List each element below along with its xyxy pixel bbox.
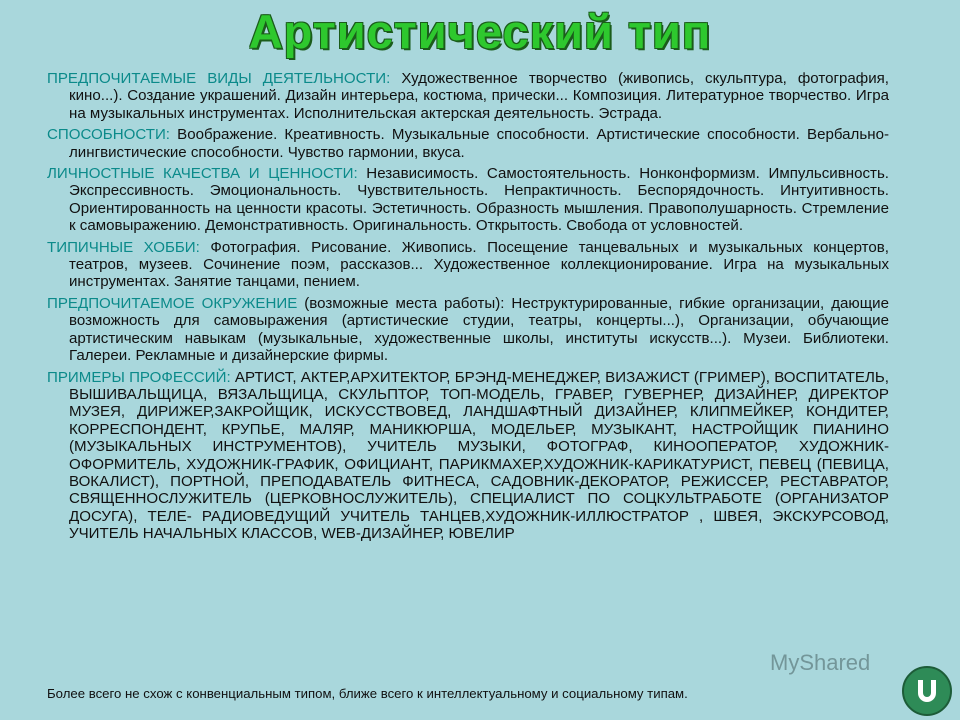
section-environment xyxy=(47,295,889,365)
section-label: ПРЕДПОЧИТАЕМОЕ ОКРУЖЕНИЕ xyxy=(47,294,298,312)
section-text: (возможные места работы): Неструктурированные, гибкие организации, дающие возможность для самовыражения (артистические студии, театры, концерты...), Организации, обучающие артистическим навыкам (музыкальные, художественные школы, институты искусств...). Музеи. Библиотеки. Галереи. Рекламные и дизайнерские фирмы. xyxy=(69,294,889,365)
section-activities xyxy=(47,70,889,122)
u-logo-icon xyxy=(912,676,942,706)
footer-note: Более всего не схож с конвенциальным типом, ближе всего к интеллектуальному и социальному типам. xyxy=(47,686,688,701)
content-body xyxy=(47,70,889,547)
section-text: АРТИСТ, АКТЕР,АРХИТЕКТОР, БРЭНД-МЕНЕДЖЕР, ВИЗАЖИСТ (ГРИМЕР), ВОСПИТАТЕЛЬ, ВЫШИВАЛЬЩИЦА, ВЯЗАЛЬЩИЦА, СКУЛЬПТОР, ТОП-МОДЕЛЬ, ГРАВЕР, ГУВЕРНЕР, ДИЗАЙНЕР, ДИРЕКТОР МУЗЕЯ, ДИРИЖЕР,ЗАКРОЙЩИК, ИСКУССТВОВЕД, ЛАНДШАФТНЫЙ ДИЗАЙНЕР, КЛИПМЕЙКЕР, КОНДИТЕР, КОРРЕСПОНДЕНТ, КРУПЬЕ, МАЛЯР, МАНИКЮРША, МОДЕЛЬЕР, МУЗЫКАНТ, НАСТРОЙЩИК ПИАНИНО (МУЗЫКАЛЬНЫХ ИНСТРУМЕНТОВ), УЧИТЕЛЬ МУЗЫКИ, ФОТОГРАФ, КИНООПЕРАТОР, ХУДОЖНИК-ОФОРМИТЕЛЬ, ХУДОЖНИК-ГРАФИК, ОФИЦИАНТ, ПАРИКМАХЕР,ХУДОЖНИК-КАРИКАТУРИСТ, ПЕВЕЦ (ПЕВИЦА, ВОКАЛИСТ), ПОРТНОЙ, ПРЕПОДАВАТЕЛЬ ФИТНЕСА, САДОВНИК-ДЕКОРАТОР, РЕЖИССЕР, РЕСТАВРАТОР, СВЯЩЕННОСЛУЖИТЕЛЬ (ЦЕРКОВНОСЛУЖИТЕЛЬ), СПЕЦИАЛИСТ ПО СОЦКУЛЬТРАБОТЕ (ОРГАНИЗАТОР ДОСУГА), ТЕЛЕ- РАДИОВЕДУЩИЙ УЧИТЕЛЬ ТАНЦЕВ,ХУДОЖНИК-ИЛЛЮСТРАТОР , ШВЕЯ, ЭКСКУРСОВОД, УЧИТЕЛЬ НАЧАЛЬНЫХ КЛАССОВ, WEB-ДИЗАЙНЕР, ЮВЕЛИР xyxy=(69,368,889,543)
section-qualities xyxy=(47,165,889,235)
myshared-logo-icon xyxy=(902,666,952,716)
section-label: ТИПИЧНЫЕ ХОББИ: xyxy=(47,238,200,256)
watermark: MyShared xyxy=(770,650,871,675)
section-hobbies xyxy=(47,239,889,291)
section-label: ПРЕДПОЧИТАЕМЫЕ ВИДЫ ДЕЯТЕЛЬНОСТИ: xyxy=(47,70,391,87)
section-label: СПОСОБНОСТИ: xyxy=(47,126,171,144)
section-text: Воображение. Креативность. Музыкальные способности. Артистические способности. Вербально-лингвистические способности. Чувство гармонии, вкуса. xyxy=(69,126,889,161)
section-label: ПРИМЕРЫ ПРОФЕССИЙ: xyxy=(47,368,231,386)
page-title: Артистический тип xyxy=(248,5,712,58)
section-text: Независимость. Самостоятельность. Нонконформизм. Импульсивность. Экспрессивность. Эмоциональность. Чувствительность. Непрактичность. Беспорядочность. Интуитивность. Ориентированность на ценности красоты. Эстетичность. Образность мышления. Правополушарность. Стремление к самовыражению. Демонстративность. Оригинальность. Открытость. Свобода от условностей. xyxy=(69,165,890,235)
section-abilities xyxy=(47,126,889,161)
section-text: Художественное творчество (живопись, скульптура, фотография, кино...). Создание украшений. Дизайн интерьера, костюма, прически... Композиция. Литературное творчество. Игра на музыкальных инструментах. Исполнительская актерская деятельность. Эстрада. xyxy=(69,70,889,122)
section-label: ЛИЧНОСТНЫЕ КАЧЕСТВА И ЦЕННОСТИ: xyxy=(47,165,358,183)
section-professions xyxy=(47,369,889,543)
section-text: Фотография. Рисование. Живопись. Посещение танцевальных и музыкальных концертов, театров, музеев. Сочинение поэм, рассказов... Художественное коллекционирование. Игра на музыкальных инструментах. Занятие танцами, пением. xyxy=(69,238,889,291)
